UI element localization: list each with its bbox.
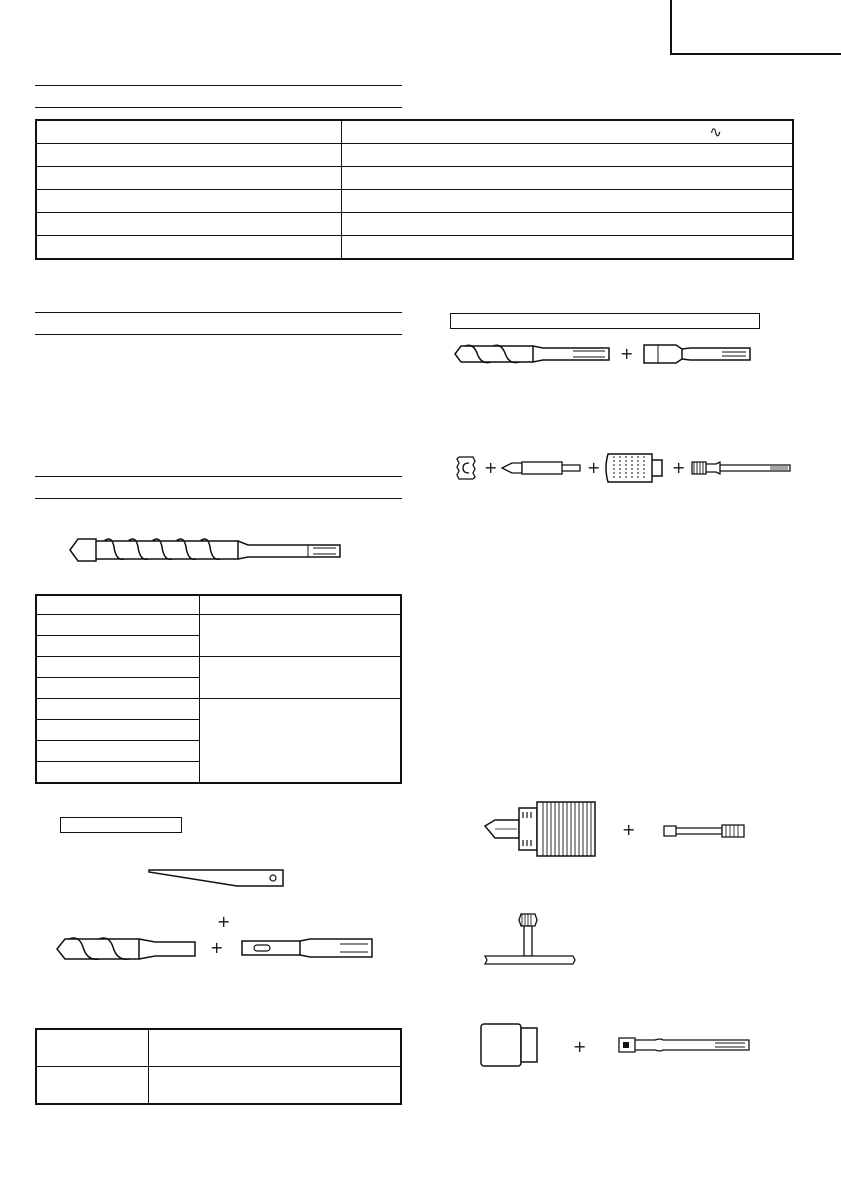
- plus-sign: +: [622, 820, 636, 839]
- table-cell: [36, 1067, 148, 1105]
- chuck-key-icon: [483, 912, 578, 972]
- plus-sign: +: [217, 912, 231, 931]
- section-rule: [35, 498, 402, 499]
- page-corner-tab: [670, 0, 841, 55]
- table-cell: [36, 615, 199, 636]
- table-cell: [341, 213, 793, 236]
- table-cell: [341, 167, 793, 190]
- taper-shank-adapter-icon: [240, 936, 375, 960]
- plus-sign: +: [484, 458, 498, 477]
- table-cell: [341, 120, 793, 144]
- table-cell: [341, 236, 793, 260]
- table-cell: [199, 615, 401, 657]
- table-cell: [36, 236, 341, 260]
- chuck-adapter-icon: [662, 822, 747, 840]
- sleeve-icon: [479, 1022, 541, 1068]
- table-cell: [36, 190, 341, 213]
- core-bit-icon: [604, 452, 666, 484]
- table-cell: [199, 699, 401, 784]
- table-row: [36, 236, 793, 260]
- taper-drill-bit-icon: [55, 935, 200, 963]
- table-cell: [36, 699, 199, 720]
- table-row: [36, 167, 793, 190]
- specifications-table: [35, 119, 794, 260]
- table-cell: [36, 741, 199, 762]
- table-row: [36, 615, 401, 636]
- table-cell: [36, 657, 199, 678]
- table-row: [36, 1067, 401, 1105]
- core-shank-icon: [690, 458, 794, 478]
- table-cell: [36, 1029, 148, 1067]
- drill-chuck-icon: [483, 798, 603, 860]
- table-row: [36, 657, 401, 678]
- table-cell: [341, 190, 793, 213]
- table-row: [36, 699, 401, 720]
- plus-sign: +: [672, 458, 686, 477]
- table-row: [36, 190, 793, 213]
- plus-sign: +: [620, 344, 634, 363]
- table-cell: [36, 595, 199, 615]
- table-row: [36, 213, 793, 236]
- section-rule: [35, 85, 402, 86]
- label-box: [60, 817, 182, 833]
- sleeve-shank-icon: [617, 1034, 752, 1056]
- table-row: [36, 1029, 401, 1067]
- plus-sign: +: [587, 458, 601, 477]
- drill-bit-icon: [453, 343, 613, 365]
- bit-size-table: [35, 594, 402, 784]
- table-cell: [36, 213, 341, 236]
- table-row: [36, 595, 401, 615]
- table-row: [36, 144, 793, 167]
- bottom-table: [35, 1028, 402, 1105]
- center-ring-icon: [455, 455, 477, 481]
- plus-sign: +: [573, 1037, 587, 1056]
- center-pin-icon: [500, 460, 585, 476]
- ac-symbol: ∿: [709, 124, 722, 141]
- table-cell: [148, 1029, 401, 1067]
- plus-sign: +: [210, 938, 224, 957]
- table-cell: [148, 1067, 401, 1105]
- table-cell: [341, 144, 793, 167]
- hammer-drill-bit-icon: [68, 533, 343, 567]
- table-cell: [36, 636, 199, 657]
- section-rule: [35, 107, 402, 108]
- section-rule: [35, 476, 402, 477]
- section-rule: [35, 334, 402, 335]
- adapter-icon: [642, 343, 754, 365]
- section-rule: [35, 312, 402, 313]
- table-cell: [36, 144, 341, 167]
- cotter-icon: [147, 866, 287, 890]
- table-cell: [36, 762, 199, 784]
- table-cell: [199, 657, 401, 699]
- label-box: [450, 313, 760, 329]
- table-cell: [36, 720, 199, 741]
- table-cell: [36, 120, 341, 144]
- table-cell: [199, 595, 401, 615]
- table-cell: [36, 167, 341, 190]
- table-row: [36, 120, 793, 144]
- table-cell: [36, 678, 199, 699]
